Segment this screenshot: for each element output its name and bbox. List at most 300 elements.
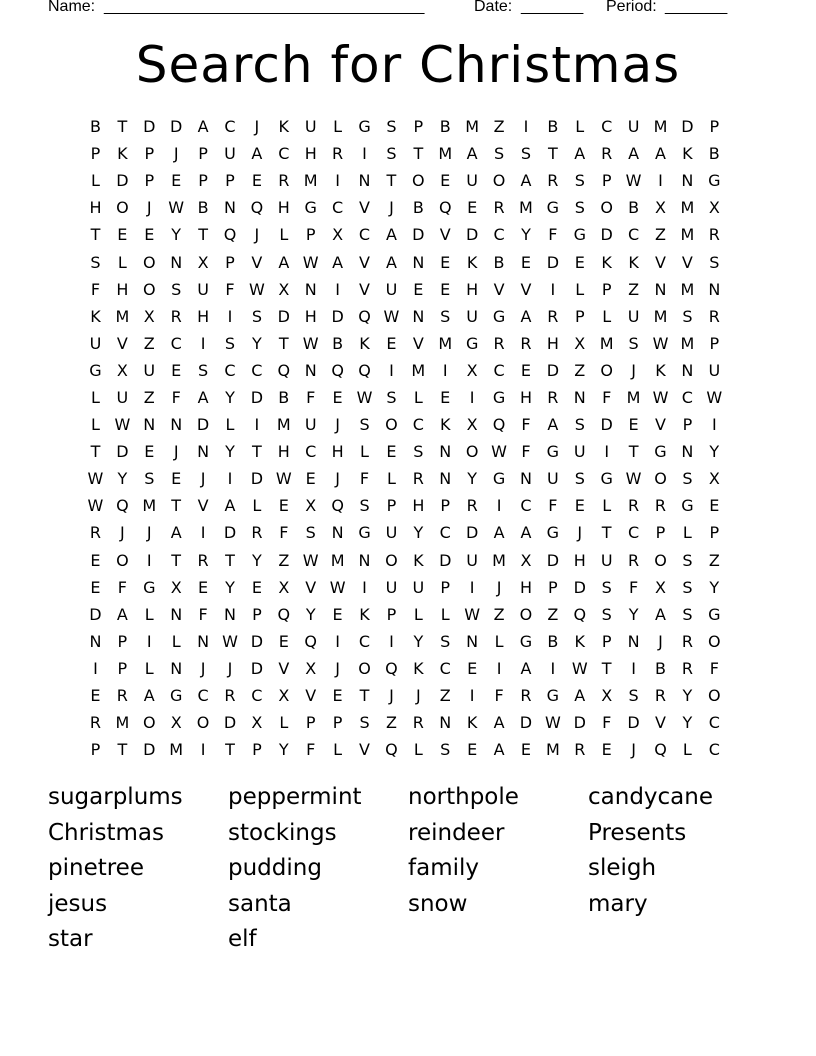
grid-letter: Z (143, 333, 155, 353)
grid-letter: F (494, 686, 504, 706)
grid-letter: L (90, 415, 100, 435)
grid-letter: Q (573, 604, 587, 624)
grid-letter: A (251, 144, 263, 164)
grid-letter: C (305, 442, 317, 462)
grid-letter: N (681, 360, 694, 380)
grid-letter: G (708, 604, 721, 624)
grid-letter: V (655, 713, 666, 733)
grid-letter: L (171, 631, 181, 651)
grid-letter: O (600, 360, 613, 380)
grid-letter: F (709, 658, 719, 678)
grid-letter: Q (331, 360, 344, 380)
grid-letter: E (171, 360, 182, 380)
grid-letter: J (389, 686, 394, 706)
grid-letter: U (385, 523, 398, 543)
grid-letter: M (276, 415, 291, 435)
grid-letter: P (601, 631, 612, 651)
grid-letter: R (197, 550, 209, 570)
grid-letter: D (546, 252, 560, 272)
grid-letter: G (492, 387, 506, 407)
grid-row (82, 113, 728, 140)
grid-letter: L (413, 604, 423, 624)
word-item: pudding (228, 855, 322, 881)
grid-letter: U (466, 306, 478, 326)
grid-letter: F (117, 577, 127, 597)
word-item: candycane (588, 784, 713, 810)
grid-letter: V (359, 740, 370, 760)
grid-letter: J (389, 198, 394, 218)
grid-letter: M (115, 713, 130, 733)
grid-letter: S (709, 252, 720, 272)
grid-letter: S (682, 469, 693, 489)
grid-letter: C (251, 360, 263, 380)
grid-letter: L (575, 117, 585, 137)
grid-letter: D (627, 713, 640, 733)
grid-letter: A (655, 604, 666, 624)
grid-letter: H (546, 333, 559, 353)
grid-letter: I (604, 442, 610, 462)
grid-letter: L (117, 252, 127, 272)
grid-letter: U (573, 442, 586, 462)
grid-letter: V (655, 252, 666, 272)
grid-letter: R (681, 658, 693, 678)
grid-letter: E (574, 252, 585, 272)
grid-letter: G (89, 360, 102, 380)
grid-letter: U (385, 577, 398, 597)
page-title: Search for Christmas (135, 36, 681, 94)
grid-letter: O (385, 550, 398, 570)
grid-letter: N (412, 306, 425, 326)
grid-letter: Y (467, 469, 478, 489)
grid-letter: Z (385, 713, 397, 733)
grid-letter: J (146, 198, 152, 218)
word-item: reindeer (408, 819, 505, 846)
grid-letter: D (573, 577, 586, 597)
grid-letter: H (412, 496, 425, 516)
grid-letter: X (708, 198, 720, 218)
grid-letter: L (279, 225, 289, 245)
grid-letter: J (173, 442, 179, 462)
grid-letter: G (492, 469, 506, 489)
word-item: jesus (48, 890, 108, 917)
grid-letter: X (332, 225, 344, 245)
grid-letter: V (655, 415, 666, 435)
grid-letter: S (520, 144, 532, 164)
grid-letter: V (116, 333, 128, 353)
period-label: Period: (606, 0, 657, 15)
grid-row (82, 330, 728, 357)
grid-letter: F (359, 469, 370, 489)
grid-letter: P (198, 171, 208, 191)
grid-letter: M (680, 225, 695, 245)
grid-letter: X (305, 496, 317, 516)
grid-letter: M (680, 333, 695, 353)
grid-letter: E (709, 496, 720, 516)
grid-letter: L (252, 496, 262, 516)
grid-letter: O (358, 658, 371, 678)
grid-letter: Q (358, 360, 371, 380)
grid-letter: H (197, 306, 210, 326)
grid-row (82, 411, 728, 438)
grid-letter: D (546, 360, 560, 380)
grid-letter: D (89, 604, 102, 624)
grid-letter: A (332, 252, 344, 272)
grid-letter: L (90, 171, 100, 191)
grid-letter: C (224, 117, 236, 137)
grid-letter: W (168, 198, 185, 218)
grid-letter: U (197, 279, 209, 299)
grid-letter: I (254, 415, 260, 435)
grid-letter: O (492, 171, 506, 191)
grid-letter: E (117, 225, 128, 245)
grid-letter: W (302, 550, 319, 570)
grid-letter: L (440, 604, 450, 624)
grid-letter: Y (521, 225, 531, 245)
grid-letter: W (302, 333, 319, 353)
grid-row (82, 709, 728, 736)
grid-letter: W (491, 442, 507, 462)
grid-letter: W (652, 333, 669, 353)
grid-letter: K (278, 117, 290, 137)
grid-letter: F (171, 387, 181, 407)
grid-letter: Y (252, 550, 262, 570)
grid-letter: O (708, 631, 721, 651)
grid-letter: I (93, 658, 98, 678)
grid-letter: E (440, 252, 451, 272)
grid-letter: R (574, 740, 586, 760)
grid-letter: Q (277, 604, 291, 624)
grid-letter: M (465, 117, 480, 137)
grid-letter: K (466, 713, 478, 733)
grid-letter: N (466, 631, 479, 651)
grid-letter: O (519, 604, 533, 624)
grid-letter: E (332, 686, 343, 706)
grid-letter: I (389, 360, 394, 380)
grid-letter: P (305, 225, 316, 245)
word-item: sugarplums (48, 784, 183, 810)
grid-letter: E (332, 387, 343, 407)
grid-letter: S (198, 360, 209, 380)
grid-letter: I (146, 631, 152, 651)
grid-letter: L (682, 740, 692, 760)
grid-letter: S (574, 469, 585, 489)
grid-letter: V (305, 577, 317, 597)
grid-letter: U (304, 117, 317, 137)
grid-letter: T (225, 740, 235, 760)
name-field[interactable]: ____________________________________ (104, 0, 425, 15)
grid-letter: E (520, 252, 531, 272)
grid-letter: P (252, 740, 262, 760)
grid-letter: K (90, 306, 101, 326)
grid-letter: N (654, 279, 667, 299)
grid-letter: N (573, 387, 586, 407)
grid-letter: F (628, 577, 639, 597)
grid-letter: E (467, 658, 478, 678)
grid-letter: M (115, 306, 130, 326)
grid-letter: U (143, 360, 156, 380)
grid-letter: P (386, 604, 397, 624)
grid-letter: I (523, 117, 529, 137)
grid-letter: A (628, 144, 640, 164)
grid-letter: U (89, 333, 102, 353)
grid-letter: T (225, 550, 235, 570)
grid-letter: R (412, 469, 424, 489)
grid-letter: T (171, 496, 182, 516)
grid-letter: C (708, 740, 720, 760)
grid-letter: I (496, 496, 502, 516)
grid-letter: M (169, 740, 184, 760)
grid-letter: O (465, 442, 479, 462)
grid-letter: R (654, 686, 667, 706)
grid-letter: O (142, 252, 156, 272)
word-item: mary (588, 890, 648, 917)
grid-letter: R (170, 306, 182, 326)
grid-letter: U (466, 550, 478, 570)
word-item: pinetree (48, 855, 144, 881)
grid-letter: S (413, 442, 424, 462)
grid-letter: H (519, 387, 532, 407)
grid-letter: O (196, 713, 210, 733)
grid-letter: S (359, 496, 370, 516)
grid-letter: Y (682, 686, 693, 706)
grid-letter: V (681, 252, 693, 272)
grid-letter: M (680, 279, 695, 299)
grid-letter: R (116, 686, 128, 706)
grid-letter: Y (305, 604, 316, 624)
grid-letter: A (385, 252, 397, 272)
grid-letter: D (465, 225, 479, 245)
grid-letter: Q (116, 496, 129, 516)
grid-letter: X (278, 686, 290, 706)
grid-letter: S (682, 577, 693, 597)
grid-letter: P (386, 496, 397, 516)
grid-letter: N (143, 415, 156, 435)
grid-letter: A (574, 144, 586, 164)
grid-letter: D (143, 117, 156, 137)
grid-letter: O (412, 171, 425, 191)
grid-letter: T (601, 658, 612, 678)
grid-letter: E (467, 198, 478, 218)
grid-letter: M (653, 117, 668, 137)
grid-letter: Z (574, 360, 586, 380)
word-item: peppermint (228, 784, 362, 810)
grid-letter: V (278, 658, 290, 678)
word-item: Christmas (48, 819, 164, 846)
grid-letter: O (654, 469, 667, 489)
grid-letter: M (599, 333, 614, 353)
grid-letter: T (90, 442, 101, 462)
grid-letter: X (278, 279, 290, 299)
grid-letter: L (413, 387, 423, 407)
grid-letter: N (170, 252, 183, 272)
word-item: snow (408, 890, 468, 917)
grid-letter: E (278, 631, 289, 651)
grid-letter: P (655, 523, 666, 543)
grid-letter: M (411, 360, 426, 380)
grid-letter: I (335, 631, 340, 651)
grid-letter: N (358, 550, 371, 570)
grid-letter: I (335, 171, 340, 191)
grid-row (82, 248, 728, 275)
grid-letter: P (709, 117, 720, 137)
grid-letter: D (223, 523, 237, 543)
grid-letter: X (520, 550, 532, 570)
grid-letter: B (708, 144, 720, 164)
grid-letter: R (332, 144, 344, 164)
grid-letter: Y (709, 577, 720, 597)
grid-letter: M (653, 306, 668, 326)
grid-letter: Q (385, 740, 398, 760)
grid-letter: U (627, 117, 640, 137)
grid-letter: C (708, 713, 720, 733)
grid-letter: E (520, 360, 531, 380)
grid-letter: Q (277, 360, 291, 380)
grid-letter: C (601, 117, 613, 137)
grid-letter: I (362, 144, 367, 164)
grid-letter: S (440, 306, 451, 326)
grid-letter: B (628, 198, 640, 218)
grid-letter: Q (304, 631, 317, 651)
grid-letter: U (116, 387, 129, 407)
grid-letter: R (466, 496, 478, 516)
grid-letter: P (305, 713, 316, 733)
grid-letter: P (440, 577, 451, 597)
grid-letter: R (708, 306, 720, 326)
grid-letter: Z (143, 387, 155, 407)
grid-letter: N (224, 604, 236, 624)
grid-letter: C (278, 144, 290, 164)
date-field[interactable]: _______ (521, 0, 584, 15)
grid-letter: E (278, 496, 289, 516)
grid-letter: A (385, 225, 397, 245)
grid-letter: J (227, 658, 233, 678)
grid-letter: E (305, 469, 316, 489)
grid-letter: Y (413, 523, 424, 543)
grid-letter: S (359, 415, 370, 435)
grid-letter: Q (250, 198, 264, 218)
grid-letter: C (197, 686, 209, 706)
grid-letter: Z (655, 225, 666, 245)
grid-letter: A (520, 658, 532, 678)
grid-row (82, 438, 728, 465)
grid-letter: E (251, 577, 262, 597)
grid-letter: N (304, 279, 317, 299)
grid-letter: I (362, 577, 367, 597)
grid-letter: R (278, 171, 290, 191)
grid-letter: M (519, 198, 533, 218)
grid-letter: A (493, 740, 505, 760)
grid-letter: W (625, 469, 642, 489)
grid-letter: I (146, 550, 152, 570)
grid-letter: D (250, 469, 264, 489)
grid-letter: G (358, 117, 371, 137)
grid-letter: X (466, 415, 478, 435)
grid-letter: A (278, 252, 290, 272)
word-row (48, 887, 768, 923)
grid-letter: H (519, 577, 532, 597)
grid-letter: J (200, 658, 206, 678)
word-row (48, 780, 768, 816)
grid-letter: R (547, 306, 559, 326)
grid-letter: F (602, 387, 612, 407)
grid-letter: R (520, 333, 532, 353)
period-field[interactable]: _______ (665, 0, 728, 15)
grid-letter: Z (708, 550, 720, 570)
grid-letter: A (655, 144, 666, 164)
grid-letter: T (359, 686, 370, 706)
grid-letter: E (413, 279, 424, 299)
grid-letter: K (359, 604, 370, 624)
grid-letter: W (248, 279, 265, 299)
grid-letter: E (251, 171, 262, 191)
letter-grid (82, 113, 728, 763)
grid-letter: Z (493, 117, 505, 137)
grid-letter: S (601, 577, 612, 597)
grid-letter: D (519, 713, 533, 733)
grid-letter: L (602, 496, 612, 516)
grid-letter: E (171, 171, 182, 191)
grid-letter: W (329, 577, 346, 597)
grid-letter: D (600, 415, 613, 435)
grid-letter: L (360, 442, 369, 462)
grid-letter: D (250, 631, 264, 651)
grid-letter: B (439, 117, 451, 137)
grid-letter: P (601, 171, 612, 191)
grid-letter: T (601, 523, 612, 543)
grid-letter: A (197, 387, 209, 407)
grid-row (82, 601, 728, 628)
grid-letter: P (440, 496, 451, 516)
grid-letter: E (90, 577, 101, 597)
grid-letter: S (628, 686, 639, 706)
grid-letter: N (519, 469, 532, 489)
grid-letter: Y (225, 577, 235, 597)
grid-letter: W (275, 469, 292, 489)
grid-letter: I (550, 658, 556, 678)
grid-letter: A (547, 415, 559, 435)
grid-letter: G (573, 225, 586, 245)
grid-letter: J (173, 144, 179, 164)
grid-letter: S (601, 604, 612, 624)
grid-row (82, 194, 728, 221)
grid-letter: D (546, 550, 560, 570)
grid-row (82, 574, 728, 601)
grid-letter: L (225, 415, 235, 435)
grid-letter: B (493, 252, 505, 272)
grid-letter: B (547, 117, 559, 137)
grid-letter: P (709, 523, 720, 543)
grid-letter: G (546, 442, 560, 462)
grid-letter: F (90, 279, 101, 299)
grid-letter: P (90, 740, 101, 760)
grid-letter: M (142, 496, 157, 516)
grid-letter: K (413, 658, 424, 678)
grid-letter: E (386, 333, 397, 353)
grid-letter: W (114, 415, 131, 435)
grid-letter: B (332, 333, 344, 353)
grid-letter: N (358, 171, 371, 191)
grid-letter: W (87, 496, 104, 516)
grid-letter: T (628, 442, 639, 462)
grid-letter: U (466, 171, 478, 191)
grid-letter: Q (438, 198, 452, 218)
grid-letter: G (169, 686, 183, 706)
grid-letter: O (116, 198, 129, 218)
grid-letter: J (254, 225, 260, 245)
grid-letter: X (278, 577, 290, 597)
grid-letter: I (200, 740, 206, 760)
grid-letter: V (305, 686, 317, 706)
